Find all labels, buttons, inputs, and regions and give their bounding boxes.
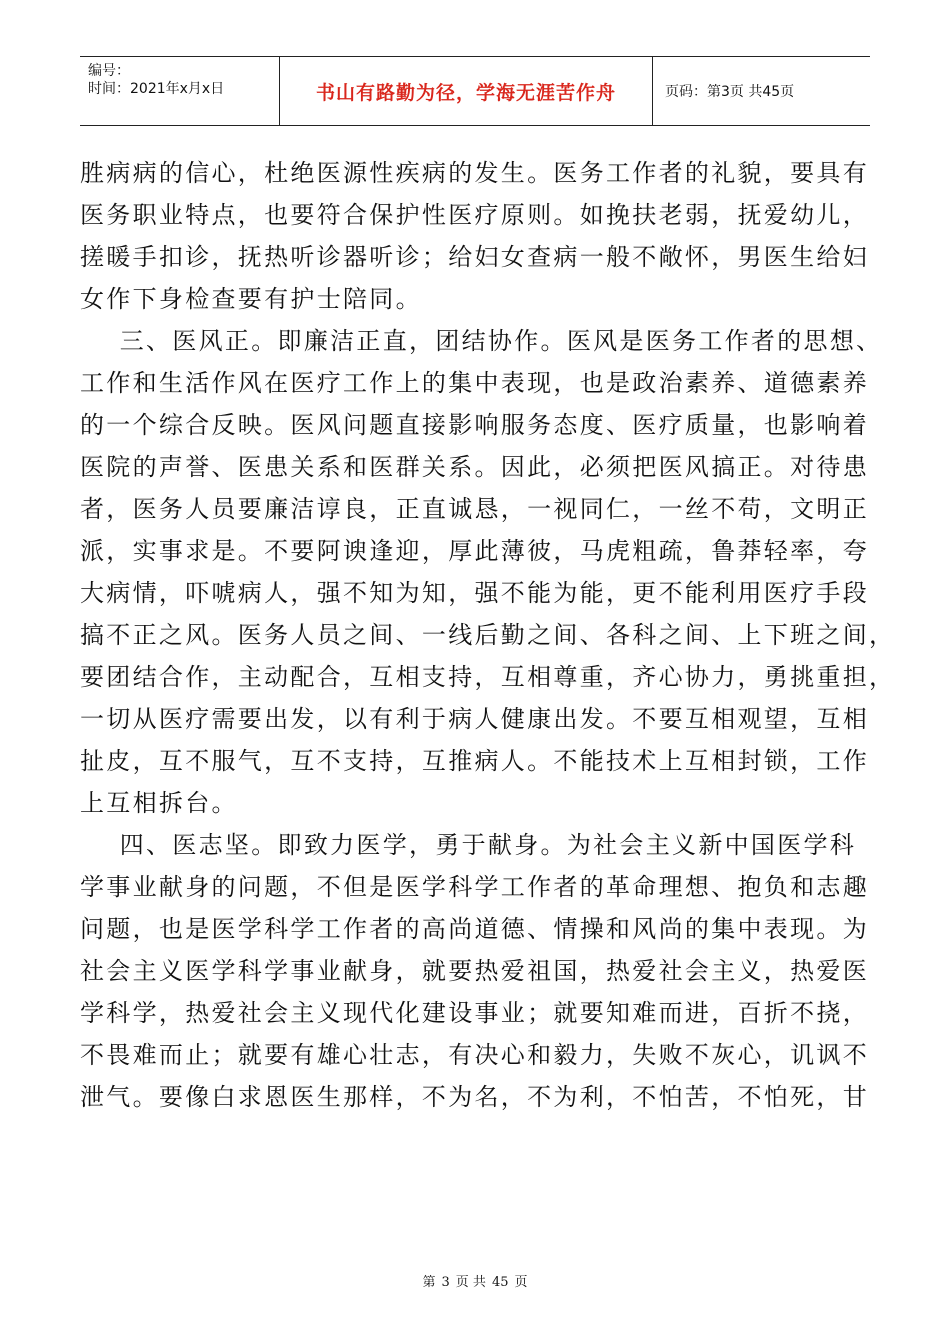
text-line: 扯皮，互不服气，互不支持，互推病人。不能技术上互相封锁，工作	[80, 747, 869, 775]
text-line: 医务职业特点，也要符合保护性医疗原则。如挽扶老弱，抚爱幼儿，	[80, 201, 869, 229]
text-line: 派，实事求是。不要阿谀逢迎，厚此薄彼，马虎粗疏，鲁莽轻率，夸	[80, 537, 869, 565]
text-line: 大病情，吓唬病人，强不知为知，强不能为能，更不能利用医疗手段	[80, 579, 869, 607]
text-line: 学事业献身的问题，不但是医学科学工作者的革命理想、抱负和志趣	[80, 873, 869, 901]
text-line: 问题，也是医学科学工作者的高尚道德、情操和风尚的集中表现。为	[80, 915, 869, 943]
text-line: 社会主义医学科学事业献身，就要热爱祖国，热爱社会主义，热爱医	[80, 957, 869, 985]
page-footer	[0, 1271, 950, 1290]
text-line: 者，医务人员要廉洁谆良，正直诚恳，一视同仁，一丝不苟，文明正	[80, 495, 869, 523]
text-line: 四、医志坚。即致力医学，勇于献身。为社会主义新中国医学科	[80, 831, 857, 859]
text-line: 泄气。要像白求恩医生那样，不为名，不为利，不怕苦，不怕死，甘	[80, 1083, 869, 1111]
text-line: 女作下身检查要有护士陪同。	[80, 285, 422, 313]
document-time: 时间：2021年x月x日	[88, 81, 225, 97]
footer-total: 45	[491, 1275, 509, 1290]
footer-page: 3	[441, 1275, 450, 1290]
text-line: 要团结合作，主动配合，互相支持，互相尊重，齐心协力，勇挑重担，	[80, 663, 896, 691]
text-line: 的一个综合反映。医风问题直接影响服务态度、医疗质量，也影响着	[80, 411, 869, 439]
text-line: 搓暖手扣诊，抚热听诊器听诊；给妇女查病一般不敞怀，男医生给妇	[80, 243, 869, 271]
footer-prefix: 第	[422, 1275, 436, 1290]
text-line: 不畏难而止；就要有雄心壮志，有决心和毅力，失败不灰心，讥讽不	[80, 1041, 869, 1069]
header-page-number: 页码：第3页 共45页	[665, 84, 795, 100]
document-number-label: 编号：	[88, 63, 130, 79]
footer-mid: 页 共	[455, 1275, 486, 1290]
text-line: 学科学，热爱社会主义现代化建设事业；就要知难而进，百折不挠，	[80, 999, 869, 1027]
text-line: 一切从医疗需要出发，以有利于病人健康出发。不要互相观望，互相	[80, 705, 869, 733]
header-meta	[80, 57, 280, 125]
page-header	[80, 56, 870, 126]
footer-suffix: 页	[514, 1275, 528, 1290]
text-line: 上互相拆台。	[80, 789, 238, 817]
text-line: 搞不正之风。医务人员之间、一线后勤之间、各科之间、上下班之间，	[80, 621, 896, 649]
text-line: 医院的声誉、医患关系和医群关系。因此，必须把医风搞正。对待患	[80, 453, 869, 481]
text-line: 工作和生活作风在医疗工作上的集中表现，也是政治素养、道德素养	[80, 369, 869, 397]
header-motto: 书山有路勤为径，学海无涯苦作舟	[280, 57, 653, 125]
document-body	[80, 152, 896, 1118]
text-line: 三、医风正。即廉洁正直，团结协作。医风是医务工作者的思想、	[80, 327, 883, 355]
text-line: 胜病病的信心，杜绝医源性疾病的发生。医务工作者的礼貌，要具有	[80, 159, 869, 187]
